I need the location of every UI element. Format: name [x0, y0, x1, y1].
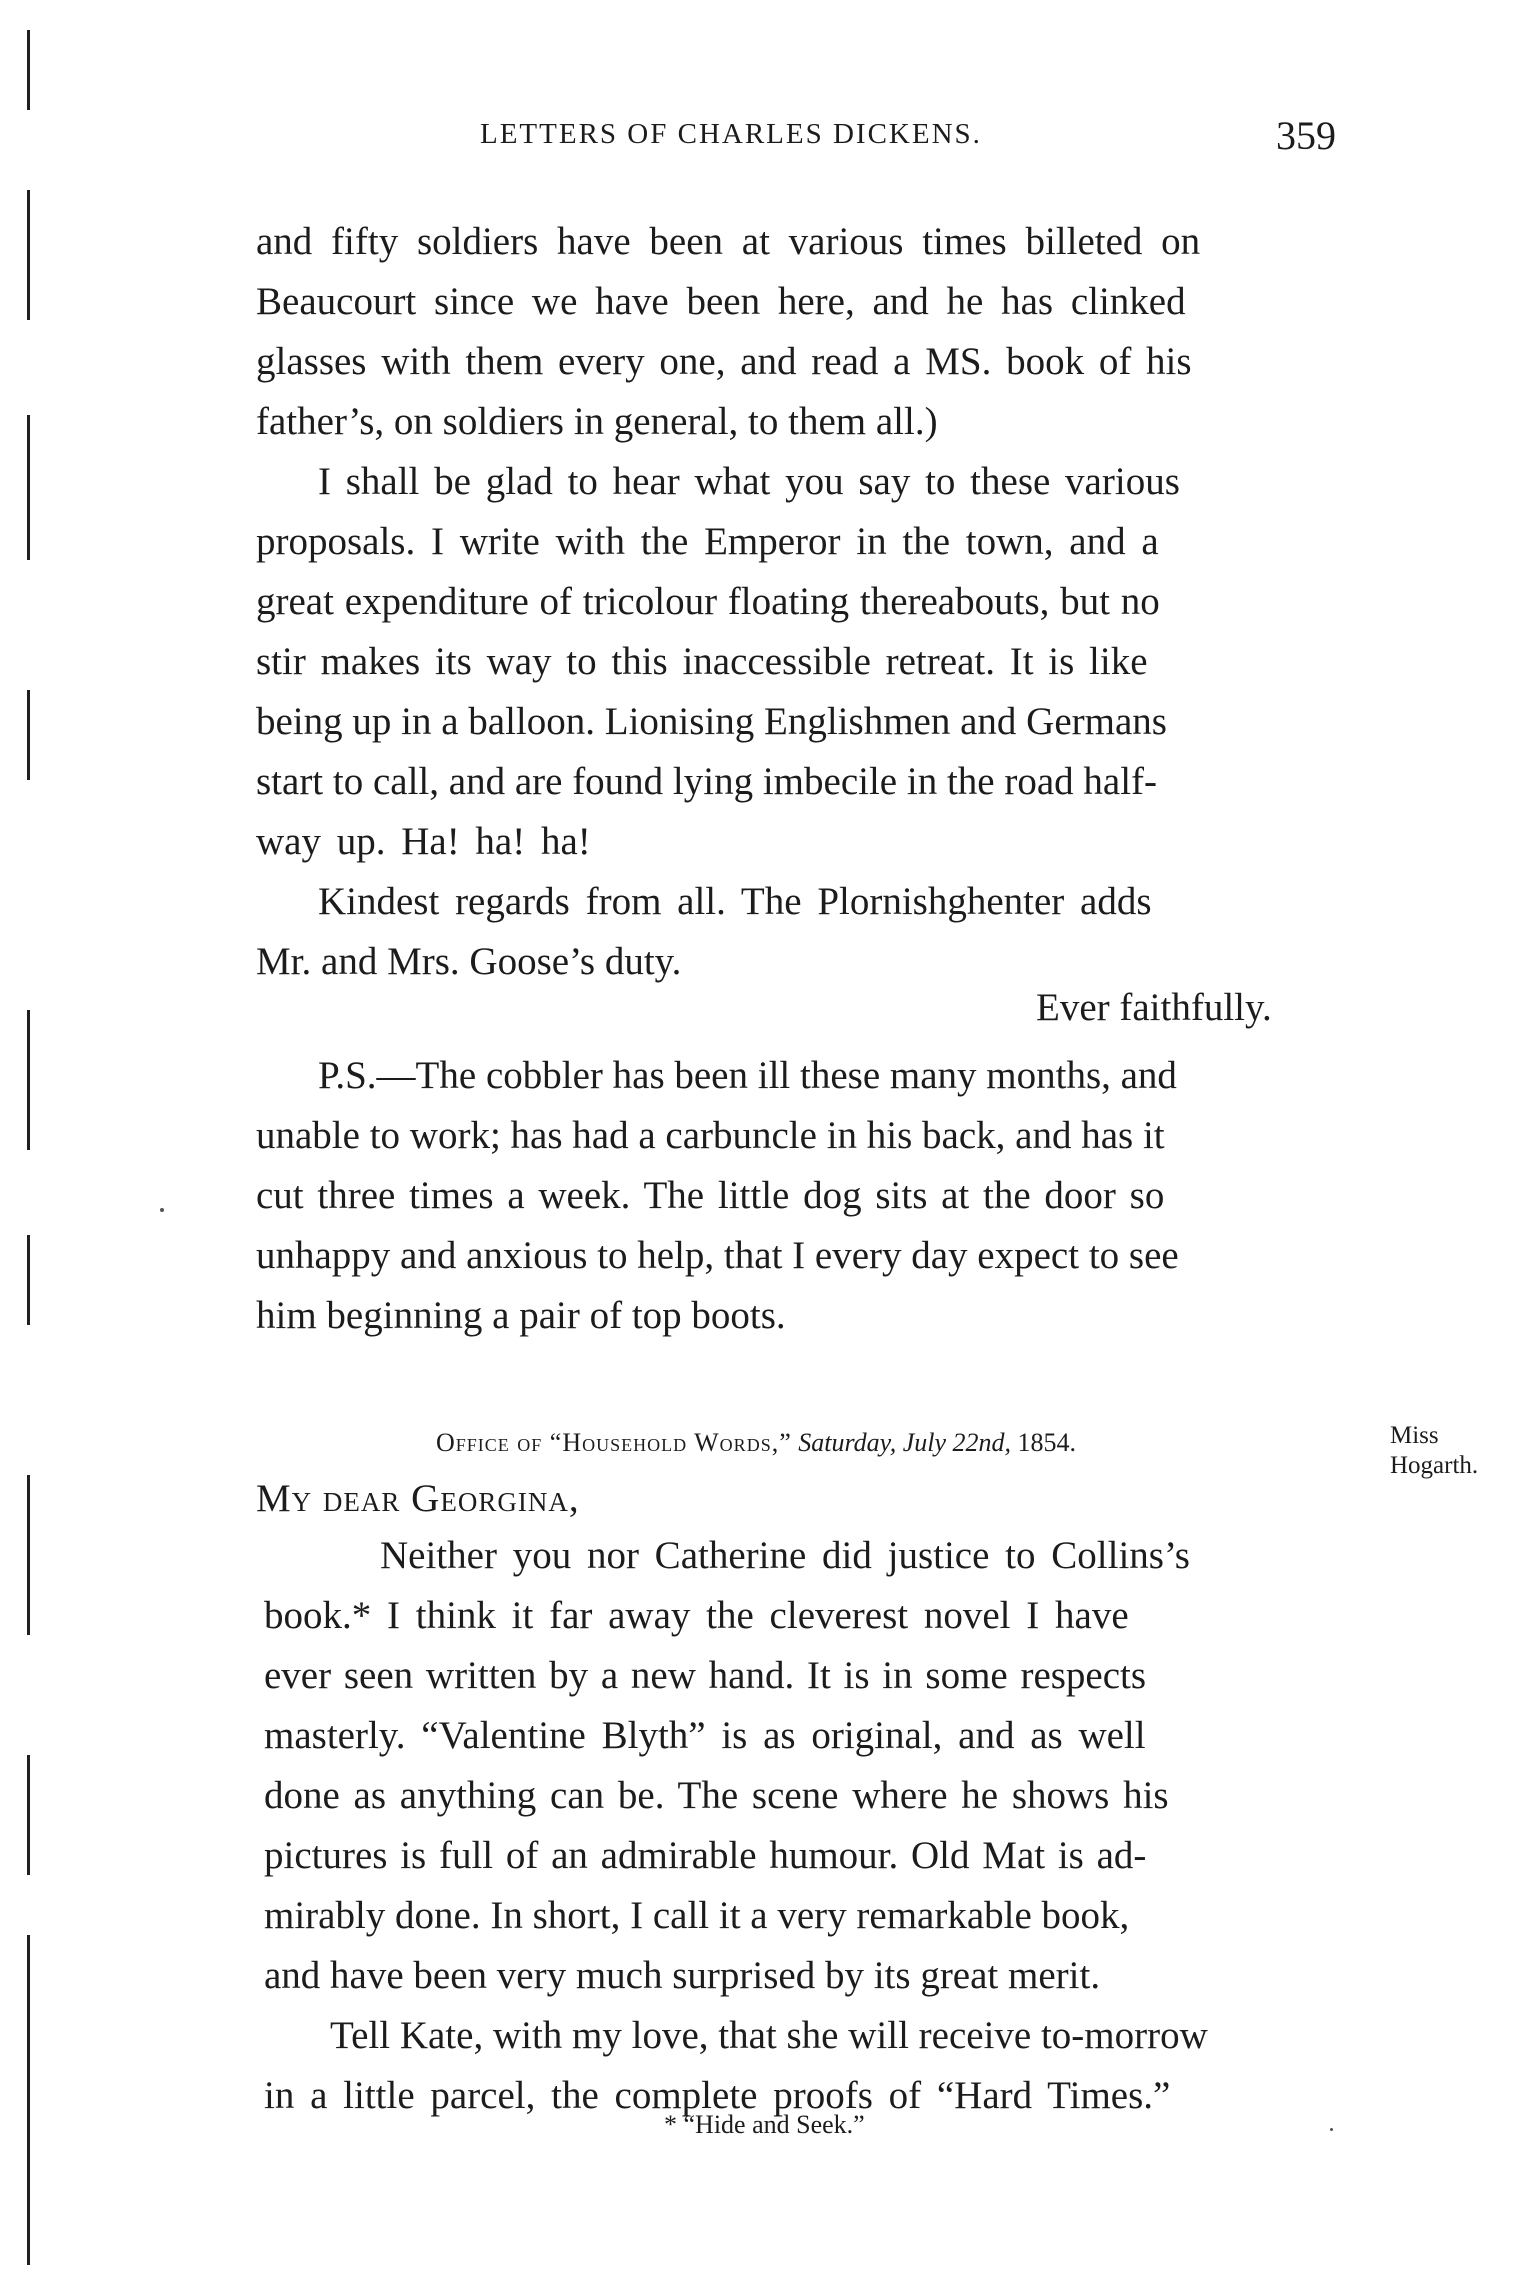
text-line: I shall be glad to hear what you say to these various [318, 460, 1180, 503]
text-line: father’s, on soldiers in general, to them all.) [256, 400, 938, 443]
postscript-line: unable to work; has had a carbuncle in his back, and has it [256, 1114, 1165, 1157]
text-line: Mr. and Mrs. Goose’s duty. [256, 940, 682, 983]
text-line: proposals. I write with the Emperor in the town, and a [256, 520, 1159, 563]
text-line: in a little parcel, the complete proofs of “Hard Times.” [264, 2074, 1171, 2117]
dateline-date: Saturday, July 22nd, [798, 1428, 1012, 1457]
scan-edge-mark [27, 1235, 30, 1325]
text-line: book.* I think it far away the cleverest novel I have [264, 1594, 1129, 1637]
text-line: Kindest regards from all. The Plornishghenter adds [318, 880, 1152, 923]
text-line: done as anything can be. The scene where he shows his [264, 1774, 1169, 1817]
text-line: pictures is full of an admirable humour. Old Mat is ad- [264, 1834, 1147, 1877]
text-line: start to call, and are found lying imbecile in the road half- [256, 760, 1158, 803]
scan-edge-mark [27, 1755, 30, 1875]
text-line: way up. Ha! ha! ha! [256, 820, 591, 863]
scan-edge-mark [27, 1935, 30, 2265]
text-line: ever seen written by a new hand. It is in some respects [264, 1654, 1147, 1697]
postscript-line: unhappy and anxious to help, that I every day expect to see [256, 1234, 1179, 1277]
text-line: and fifty soldiers have been at various times billeted on [256, 220, 1201, 263]
text-line: great expenditure of tricolour floating thereabouts, but no [256, 580, 1160, 623]
running-title: LETTERS OF CHARLES DICKENS. [480, 118, 982, 150]
letter-salutation: My dear Georgina, [256, 1477, 580, 1520]
text-line: being up in a balloon. Lionising Englishmen and Germans [256, 700, 1167, 743]
text-line: Neither you nor Catherine did justice to Collins’s [380, 1534, 1190, 1577]
letter-closing: Ever faithfully. [1036, 986, 1272, 1029]
dateline-year: 1854. [1017, 1428, 1077, 1457]
dateline-place: Office of “Household Words,” [436, 1428, 792, 1457]
scan-edge-mark [27, 415, 30, 560]
scan-edge-mark [27, 1010, 30, 1150]
text-line: masterly. “Valentine Blyth” is as original, and as well [264, 1714, 1146, 1757]
page-number: 359 [1276, 113, 1336, 158]
postscript-line: P.S.—The cobbler has been ill these many months, and [318, 1054, 1177, 1097]
footnote: * “Hide and Seek.” [664, 2110, 865, 2139]
text-line: Beaucourt since we have been here, and he has clinked [256, 280, 1186, 323]
scan-edge-mark [27, 190, 30, 320]
postscript-line: cut three times a week. The little dog sits at the door so [256, 1174, 1165, 1217]
recipient-note-line1: Miss [1390, 1422, 1439, 1449]
text-line: and have been very much surprised by its great merit. [264, 1954, 1101, 1997]
recipient-note-line2: Hogarth. [1390, 1452, 1479, 1479]
scan-speck [160, 1208, 164, 1212]
text-line: Tell Kate, with my love, that she will receive to-morrow [330, 2014, 1208, 2057]
scan-speck [1330, 2128, 1333, 2131]
text-line: mirably done. In short, I call it a very remarkable book, [264, 1894, 1130, 1937]
postscript-line: him beginning a pair of top boots. [256, 1294, 786, 1337]
scan-edge-mark [27, 1475, 30, 1635]
scan-edge-mark [27, 30, 30, 110]
letter-dateline [436, 1428, 1076, 1458]
scan-edge-mark [27, 690, 30, 780]
text-line: glasses with them every one, and read a MS. book of his [256, 340, 1192, 383]
text-line: stir makes its way to this inaccessible retreat. It is like [256, 640, 1148, 683]
